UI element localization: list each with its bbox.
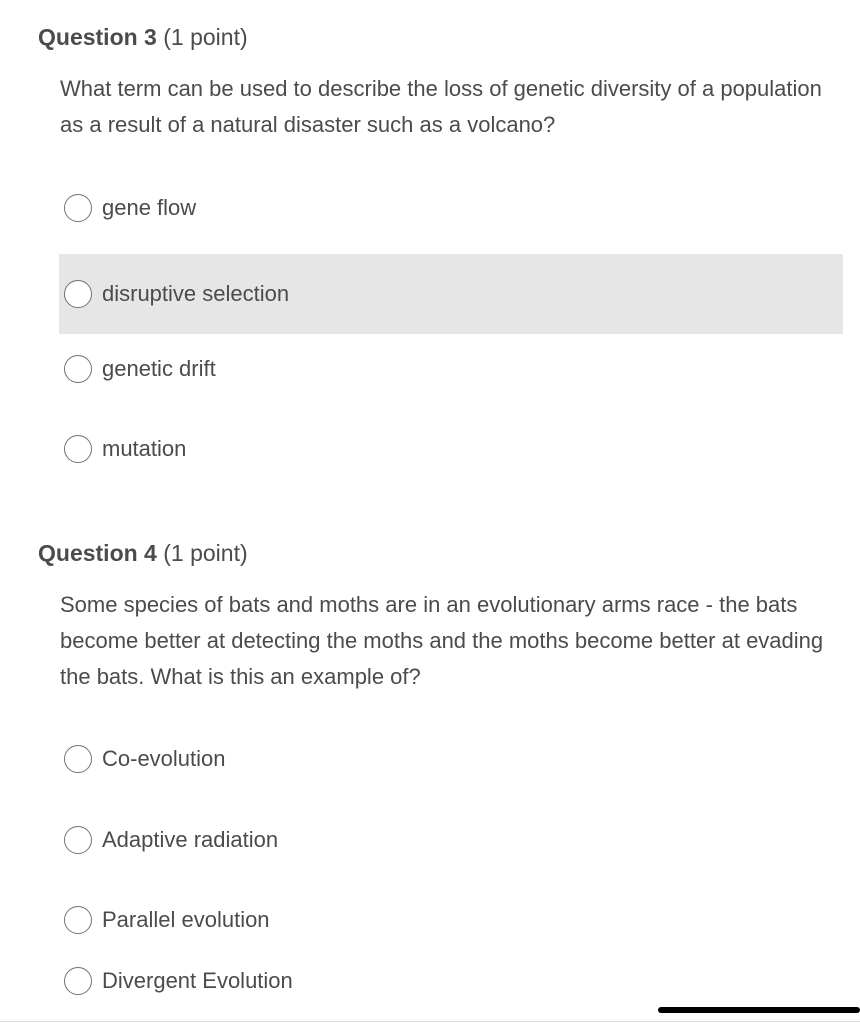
option-label: Divergent Evolution <box>102 968 293 993</box>
divider <box>0 1021 860 1022</box>
radio-button[interactable] <box>64 194 92 222</box>
option-label: gene flow <box>102 195 197 220</box>
question-3-heading <box>38 24 248 51</box>
option-co-evolution[interactable] <box>59 719 843 799</box>
option-gene-flow[interactable] <box>59 168 843 248</box>
radio-button[interactable] <box>64 967 92 995</box>
radio-button[interactable] <box>64 826 92 854</box>
radio-button[interactable] <box>64 906 92 934</box>
option-label: mutation <box>102 436 187 461</box>
question-title: Question 4 <box>38 540 157 566</box>
question-3-prompt: What term can be used to describe the loss of genetic diversity of a population as a result of a natural disaster such as a volcano? <box>60 76 822 137</box>
question-title: Question 3 <box>38 24 157 50</box>
option-label: genetic drift <box>102 356 216 381</box>
option-label: Adaptive radiation <box>102 827 279 852</box>
question-4-prompt: Some species of bats and moths are in an evolutionary arms race - the bats become better at detecting the moths and the moths become better at evading the bats. What is this an example of? <box>60 592 824 689</box>
option-adaptive-radiation[interactable] <box>59 800 843 880</box>
question-4-heading <box>38 540 248 567</box>
option-mutation[interactable] <box>59 409 843 489</box>
home-indicator[interactable] <box>658 1007 860 1013</box>
radio-button[interactable] <box>64 280 92 308</box>
option-label: Parallel evolution <box>102 907 270 932</box>
option-label: disruptive selection <box>102 281 290 306</box>
option-label: Co-evolution <box>102 746 226 771</box>
option-genetic-drift[interactable] <box>59 329 843 409</box>
radio-button[interactable] <box>64 355 92 383</box>
question-points: (1 point) <box>163 540 248 566</box>
option-disruptive-selection[interactable] <box>59 254 843 334</box>
question-points: (1 point) <box>163 24 248 50</box>
radio-button[interactable] <box>64 745 92 773</box>
radio-button[interactable] <box>64 435 92 463</box>
